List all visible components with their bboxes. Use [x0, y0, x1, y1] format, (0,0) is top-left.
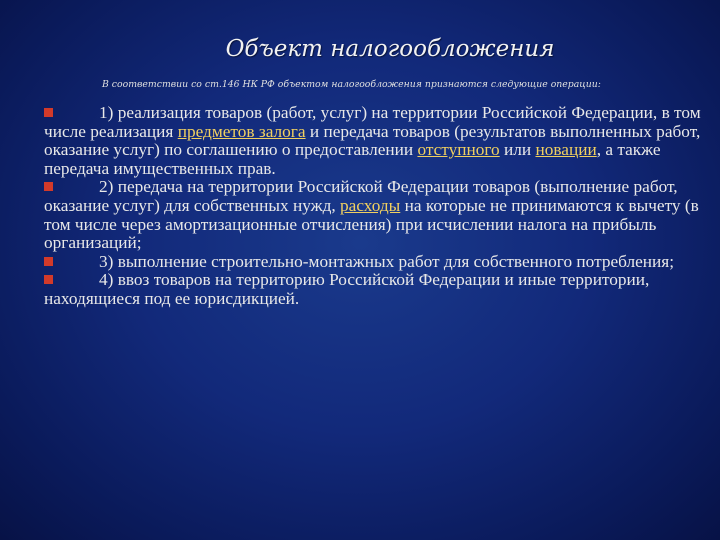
slide-body: [44, 104, 704, 309]
item-text: , а также передача имущественных прав.: [44, 140, 661, 178]
link-novatsiya[interactable]: новации: [535, 140, 597, 160]
square-bullet-icon: [44, 108, 53, 117]
slide-subtitle: В соответствии со ст.146 НК РФ объектом налогообложения признаются следующие операции:: [102, 79, 601, 90]
item-text: 3) выполнение строительно-монтажных работ для собственного потребления;: [99, 251, 675, 271]
item-text: 1) реализация товаров (работ, услуг) на территории Российской Федерации, в том числе реализация: [44, 103, 701, 141]
square-bullet-icon: [44, 257, 53, 266]
link-otstupnoe[interactable]: отступного: [417, 140, 500, 160]
item-text: или: [499, 140, 536, 160]
list-item: [44, 104, 704, 178]
item-text: и передача товаров (результатов выполненных работ, оказание услуг) по соглашению о предоставлении: [44, 121, 701, 160]
item-text: на которые не принимаются к вычету (в том числе через амортизационные отчисления) при исчислении налога на прибыль организаций;: [44, 195, 699, 253]
link-predmety-zaloga[interactable]: предметов залога: [177, 121, 306, 141]
item-text: 4) ввоз товаров на территорию Российской Федерации и иные территории, находящиеся под ее юрисдикцией.: [44, 270, 650, 308]
link-raskhody[interactable]: расходы: [340, 195, 401, 215]
square-bullet-icon: [44, 275, 53, 284]
list-item: [44, 271, 704, 308]
slide-title: Объект налогообложения: [225, 36, 555, 62]
list-item: [44, 178, 704, 252]
square-bullet-icon: [44, 182, 53, 191]
item-text: 2) передача на территории Российской Федерации товаров (выполнение работ, оказание услуг) для собственных нужд,: [44, 177, 678, 215]
list-item: [44, 253, 704, 272]
